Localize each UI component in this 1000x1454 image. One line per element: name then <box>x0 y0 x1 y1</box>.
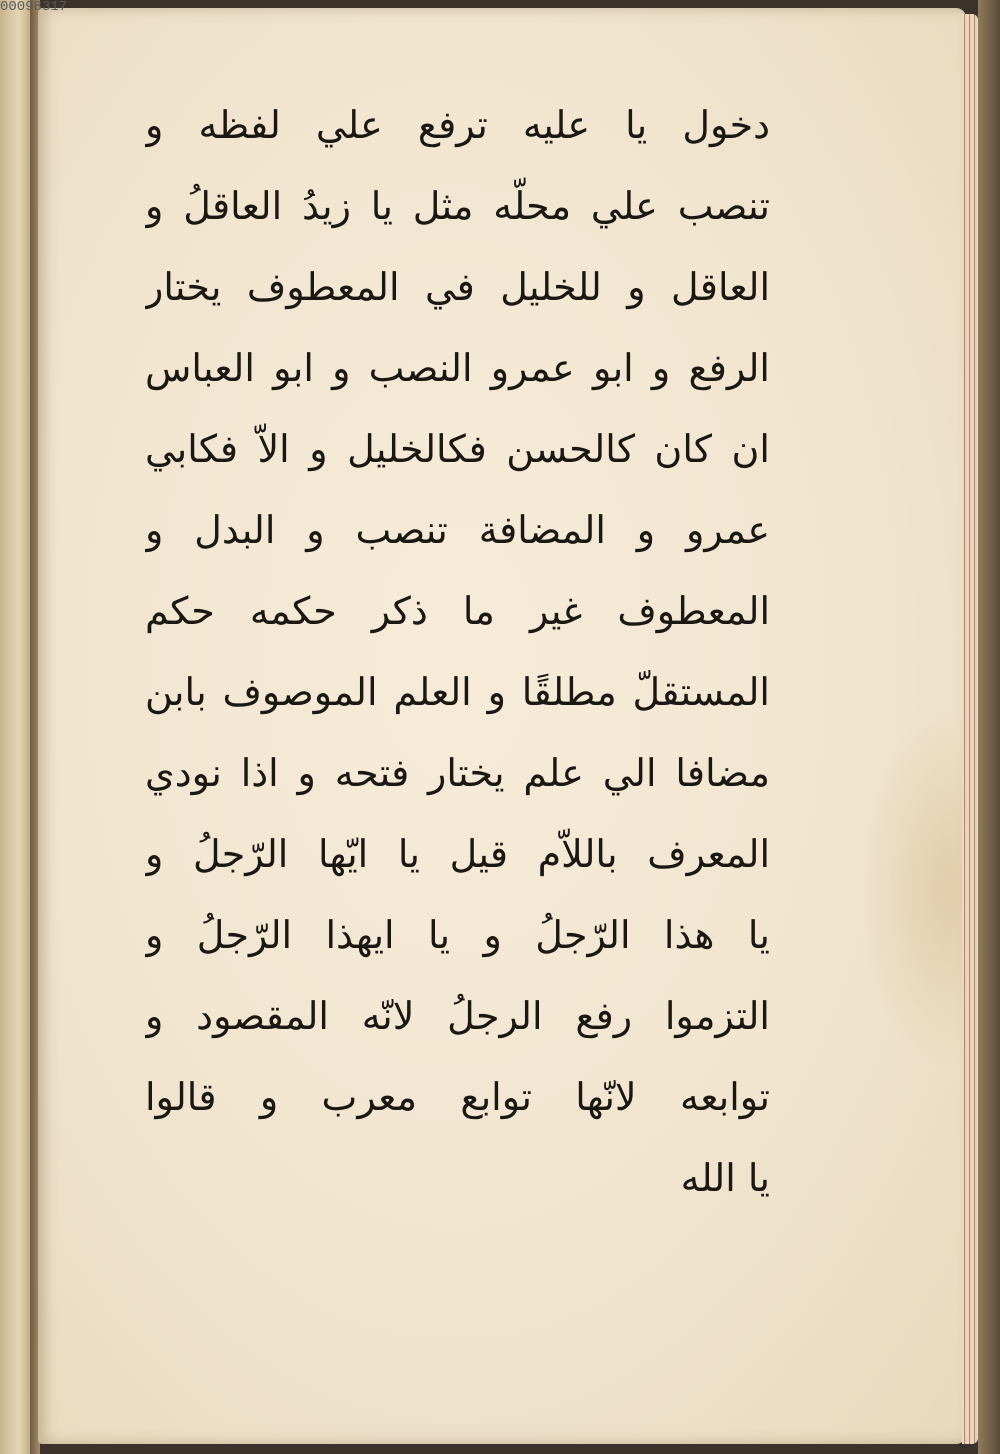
page-edges <box>962 14 978 1444</box>
text-line: العاقل و للخليل في المعطوف يختار <box>145 265 770 309</box>
text-line: التزموا رفع الرجلُ لانّه المقصود و <box>145 994 770 1038</box>
catalog-number: 00098317 <box>0 0 68 15</box>
text-line: توابعه لانّها توابع معرب و قالوا <box>145 1075 770 1119</box>
text-line: يا الله <box>680 1156 770 1200</box>
text-line: المعطوف غير ما ذكر حكمه حكم <box>145 589 770 633</box>
text-line: ان كان كالحسن فكالخليل و الاّ فكابي <box>145 427 770 471</box>
text-line: المستقلّ مطلقًا و العلم الموصوف بابن <box>145 670 770 714</box>
text-line: دخول يا عليه ترفع علي لفظه و <box>145 103 770 147</box>
text-line: مضافا الي علم يختار فتحه و اذا نودي <box>145 751 770 795</box>
binding-edge <box>978 0 1000 1454</box>
facing-page-edge <box>0 0 34 1454</box>
text-line: الرفع و ابو عمرو النصب و ابو العباس <box>145 346 770 390</box>
text-line: المعرف باللاّم قيل يا ايّها الرّجلُ و <box>145 832 770 876</box>
manuscript-text-block <box>145 85 770 1219</box>
text-line: عمرو و المضافة تنصب و البدل و <box>145 508 770 552</box>
text-line: يا هذا الرّجلُ و يا ايهذا الرّجلُ و <box>145 913 770 957</box>
text-line: تنصب علي محلّه مثل يا زيدُ العاقلُ و <box>145 184 770 228</box>
